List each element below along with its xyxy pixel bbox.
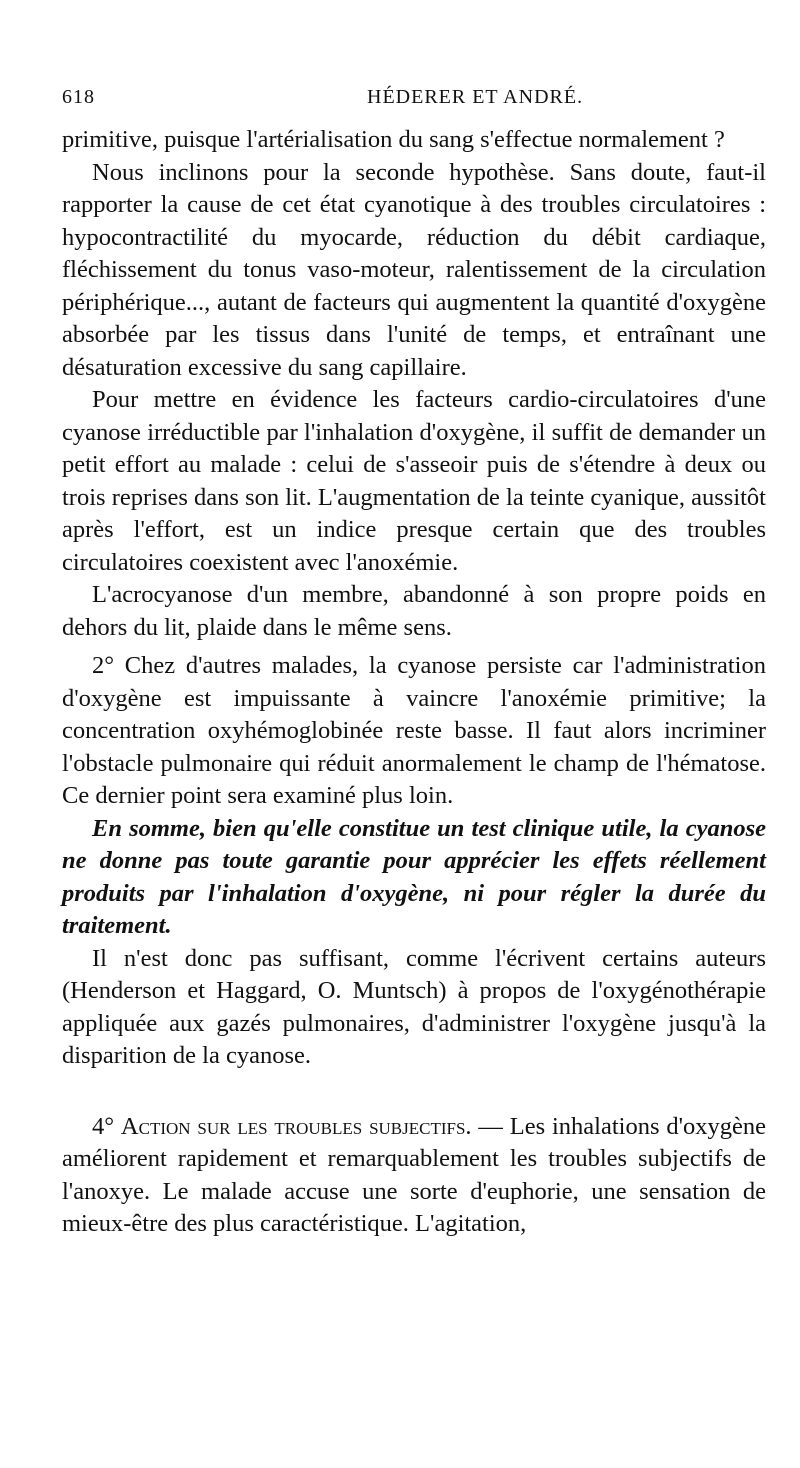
paragraph: Nous inclinons pour la seconde hypothèse. Sans doute, faut-il rapporter la cause de cet état cyanotique à des troubles circulatoires : hypocontractilité du myocarde, réduction du débit cardiaque, fléchissement du tonus vaso-moteur, ralentissement de la circulation périphérique..., autant de facteurs qui augmentent la quantité d'oxygène absorbée par les tissus dans l'unité de temps, et entraînant une désaturation excessive du sang capillaire. [62, 158, 766, 381]
page-body [62, 124, 766, 1241]
page-number: 618 [62, 86, 95, 108]
section-number: 4° [92, 1112, 115, 1140]
paragraph: Il n'est donc pas suffisant, comme l'écrivent certains auteurs (Henderson et Haggard, O. Muntsch) à propos de l'oxygénothérapie appliquée aux gazés pulmonaires, d'administrer l'oxygène jusqu'à la disparition de la cyanose. [62, 944, 766, 1069]
section-text: Les inhalations d'oxygène améliorent rapidement et remarquablement les troubles subjectifs de l'anoxye. Le malade accuse une sorte d'euphorie, une sensation de mieux-être des plus caractéristique. L'agitation, [62, 1112, 767, 1237]
running-head: HÉDERER ET ANDRÉ. [367, 86, 584, 108]
section-dash: — [471, 1112, 510, 1140]
section-heading: Action sur les troubles subjectifs. [120, 1112, 472, 1140]
paragraph: primitive, puisque l'artérialisation du sang s'effectue normalement ? [62, 126, 725, 153]
italic-summary-paragraph: En somme, bien qu'elle constitue un test clinique utile, la cyanose ne donne pas toute garantie pour apprécier les effets réellement produits par l'inhalation d'oxygène, ni pour régler la durée du traitement. [62, 814, 766, 939]
section-paragraph [62, 1111, 766, 1241]
paragraph: L'acrocyanose d'un membre, abandonné à son propre poids en dehors du lit, plaide dans le même sens. [62, 581, 766, 641]
paragraph: Pour mettre en évidence les facteurs cardio-circulatoires d'une cyanose irréductible par l'inhalation d'oxygène, il suffit de demander un petit effort au malade : celui de s'asseoir puis de s'étendre à deux ou trois reprises dans son lit. L'augmentation de la teinte cyanique, aussitôt après l'effort, est un indice presque certain que des troubles circulatoires coexistent avec l'anoxémie. [62, 386, 766, 576]
paragraph: 2° Chez d'autres malades, la cyanose persiste car l'administration d'oxygène est impuissante à vaincre l'anoxémie primitive; la concentration oxyhémoglobinée reste basse. Il faut alors incriminer l'obstacle pulmonaire qui réduit anormalement le champ de l'hématose. Ce dernier point sera examiné plus loin. [62, 652, 766, 809]
page-header [62, 86, 762, 116]
